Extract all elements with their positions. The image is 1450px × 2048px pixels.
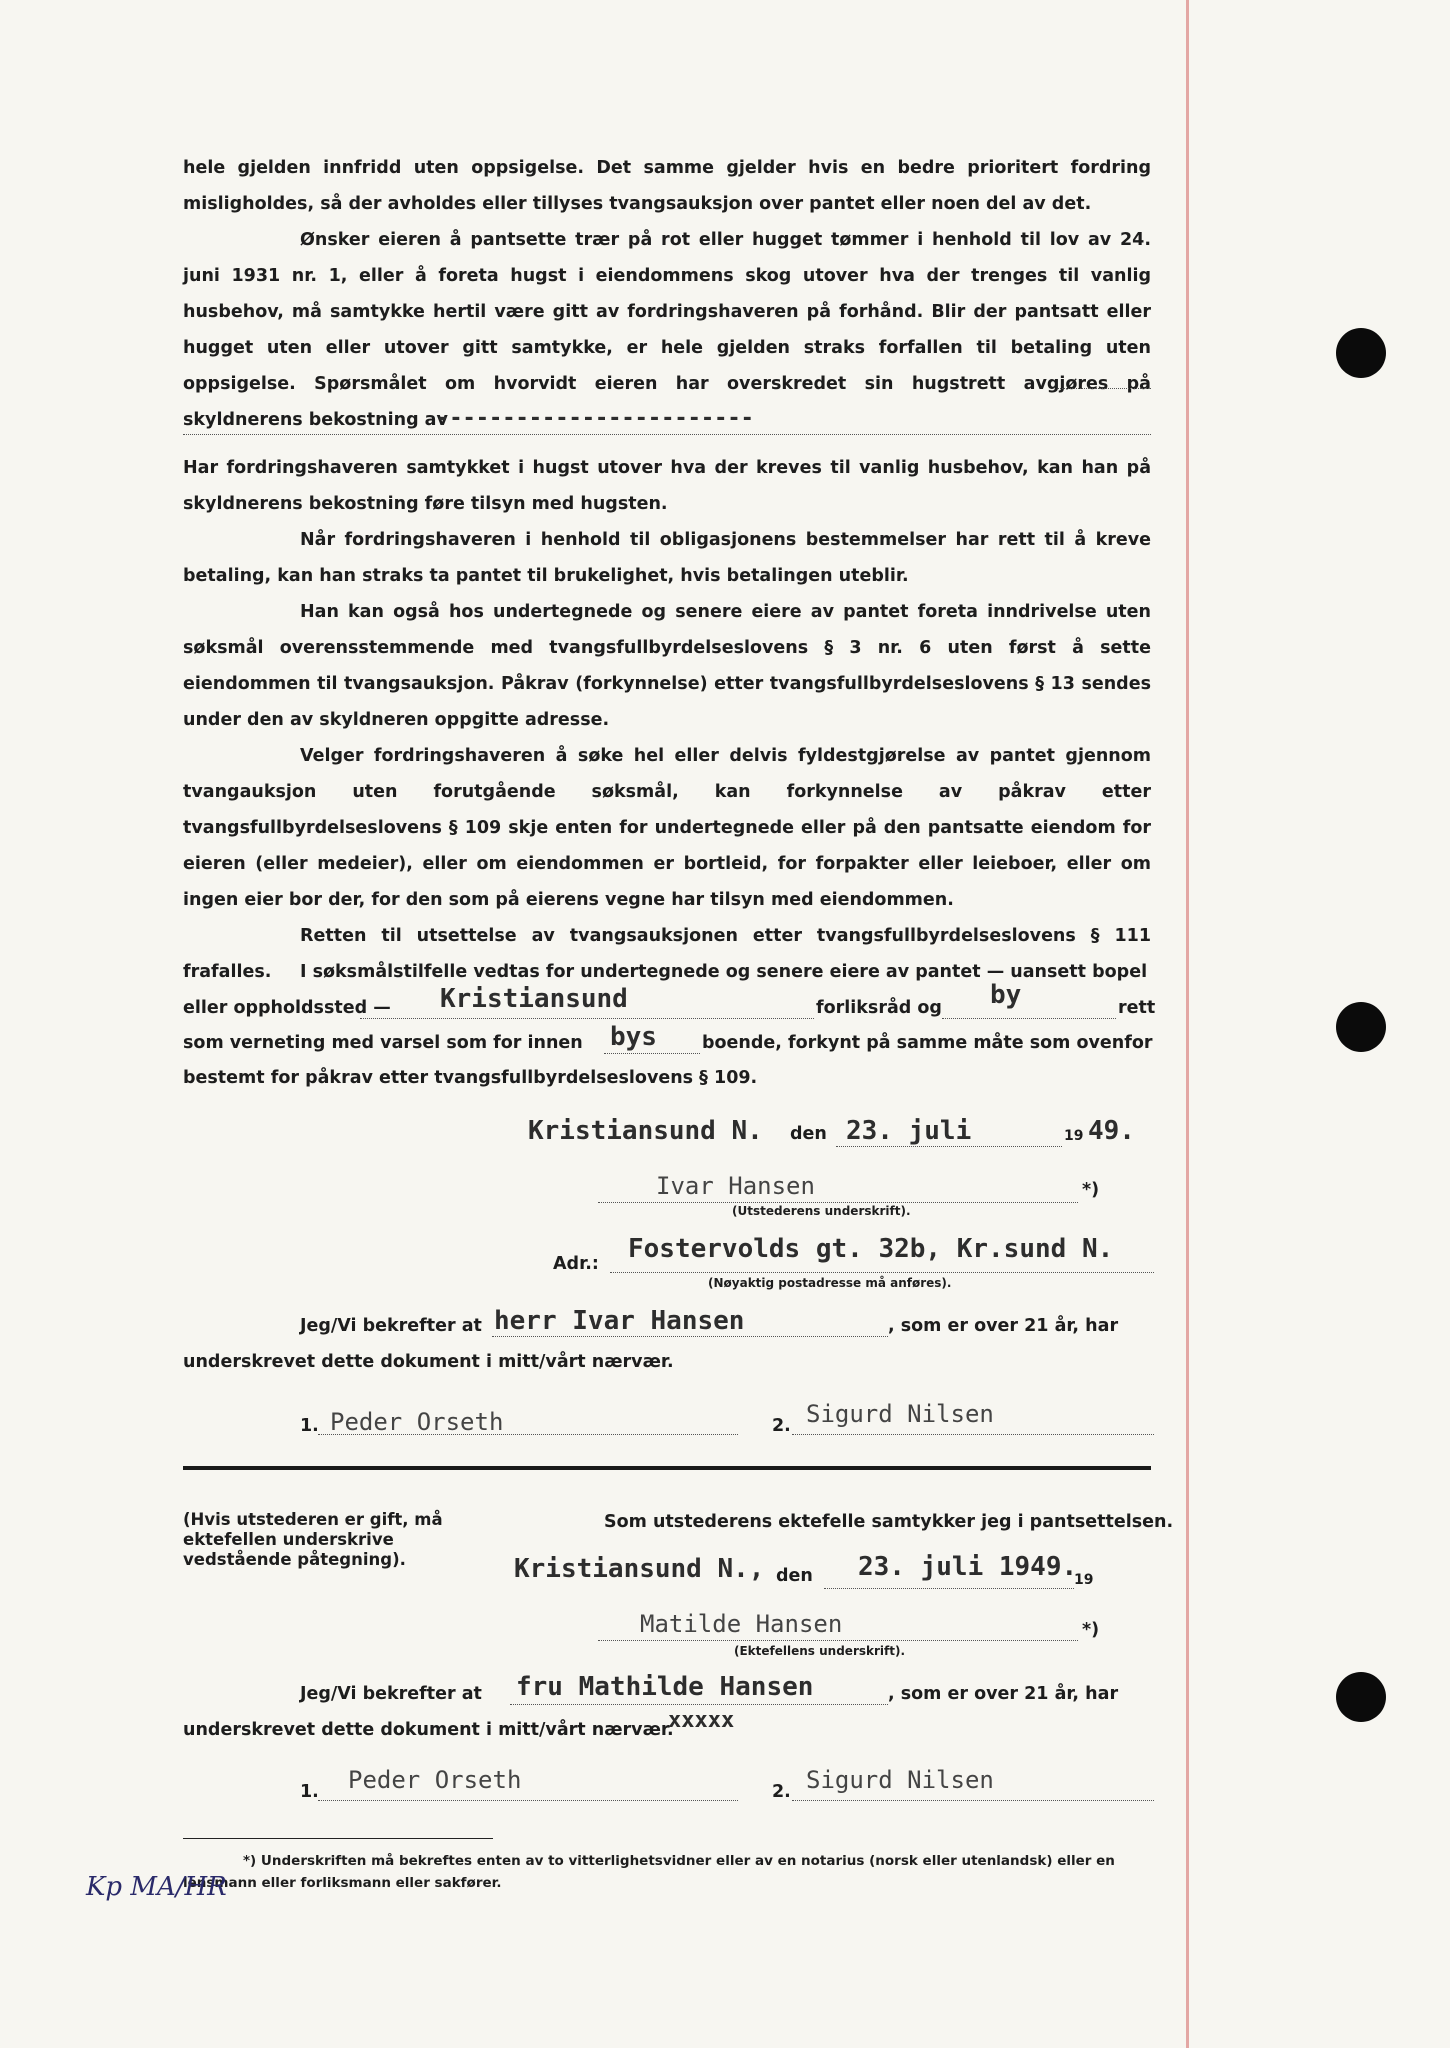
confirm-tail: , som er over 21 år, har bbox=[888, 1684, 1119, 1704]
witness-1-signature: Peder Orseth bbox=[330, 1408, 504, 1436]
signature-mark: *) bbox=[1082, 1180, 1100, 1200]
fill-line bbox=[183, 434, 1151, 435]
paragraph: Når fordringshaveren i henhold til obligasjonens bestemmelser har rett til å kreve betaling, kan han straks ta pantet til brukelighet, hvis betalingen uteblir. bbox=[183, 530, 1151, 586]
margin-note: Kp MA/HR bbox=[86, 1872, 227, 1902]
paragraph: Velger fordringshaveren å søke hel eller delvis fyldestgjørelse av pantet gjennom tvangauksjon uten forutgående søksmål, kan forkynnelse av påkrav etter tvangsfullbyrdelseslovens § 109 skje enten for undertegnede eller på den pantsatte eiendom for eieren (eller medeier), eller om eiendommen er bortleid, for forpakter eller leieboer, eller om ingen eier bor der, for den som på eierens vegne har tilsyn med eiendommen. bbox=[183, 746, 1151, 910]
venue-intro: I søksmålstilfelle vedtas for undertegnede og senere eiere av pantet — uansett bopel bbox=[300, 962, 1148, 982]
court-type: by bbox=[990, 980, 1022, 1010]
fill-line bbox=[942, 1018, 1116, 1019]
fill-line bbox=[604, 1053, 700, 1054]
witness-number: 1. bbox=[300, 1782, 319, 1802]
address-caption: (Nøyaktig postadresse må anføres). bbox=[708, 1276, 952, 1290]
signature-mark: *) bbox=[1082, 1620, 1100, 1640]
spouse-date: 23. juli 1949. bbox=[858, 1552, 1078, 1582]
issuer-signature: Ivar Hansen bbox=[656, 1172, 815, 1200]
address-line bbox=[610, 1272, 1154, 1273]
confirm-lead: Jeg/Vi bekrefter at bbox=[300, 1316, 482, 1336]
witness-number: 2. bbox=[772, 1782, 791, 1802]
witness-number: 1. bbox=[300, 1416, 319, 1436]
signature-caption: (Ektefellens underskrift). bbox=[734, 1644, 906, 1658]
spouse-signature: Matilde Hansen bbox=[640, 1610, 843, 1638]
century-label: 19 bbox=[1074, 1572, 1094, 1588]
punch-hole bbox=[1336, 1002, 1386, 1052]
witness-2-signature: Sigurd Nilsen bbox=[806, 1766, 994, 1794]
address-label: Adr.: bbox=[553, 1254, 599, 1274]
venue-scope: bys bbox=[610, 1022, 657, 1052]
paragraph: Har fordringshaveren samtykket i hugst utover hva der kreves til vanlig husbehov, kan han på skyldnerens bekostning føre tilsyn med hugsten. bbox=[183, 458, 1151, 514]
confirmed-person: herr Ivar Hansen bbox=[494, 1306, 745, 1336]
venue-lead: eller oppholdssted — bbox=[183, 998, 391, 1018]
struck-text: xxxxx bbox=[668, 1708, 735, 1733]
venue-last: bestemt for påkrav etter tvangsfullbyrdelseslovens § 109. bbox=[183, 1068, 758, 1088]
issue-date: 23. juli bbox=[846, 1116, 972, 1146]
spouse-note: (Hvis utstederen er gift, må ektefellen underskrive vedstående påtegning). bbox=[183, 1510, 443, 1569]
spouse-consent: Som utstederens ektefelle samtykker jeg i pantsettelsen. bbox=[604, 1512, 1174, 1532]
paragraph: Han kan også hos undertegnede og senere eiere av pantet foreta inndrivelse uten søksmål overensstemmende med tvangsfullbyrdelseslovens § 3 nr. 6 uten først å sette eiendommen til tvangsauksjon. Påkrav (forkynnelse) etter tvangsfullbyrdelseslovens § 13 sendes under den av skyldneren oppgitte adresse. bbox=[183, 602, 1151, 730]
footnote-rule bbox=[183, 1838, 493, 1839]
century-label: 19 bbox=[1064, 1128, 1084, 1144]
fill-line bbox=[1058, 388, 1151, 389]
venue-lead2: som verneting med varsel som for innen bbox=[183, 1033, 583, 1053]
den-label: den bbox=[790, 1124, 827, 1144]
witness-1-signature: Peder Orseth bbox=[348, 1766, 522, 1794]
punch-hole bbox=[1336, 328, 1386, 378]
punch-hole bbox=[1336, 1672, 1386, 1722]
signature-line bbox=[598, 1640, 1078, 1641]
issue-year: 49. bbox=[1088, 1116, 1135, 1146]
confirm-line2: underskrevet dette dokument i mitt/vårt nærvær. bbox=[183, 1720, 674, 1740]
den-label: den bbox=[776, 1566, 813, 1586]
paragraph: hele gjelden innfridd uten oppsigelse. Det samme gjelder hvis en bedre prioritert fordring misligholdes, så der avholdes eller tillyses tvangsauksjon over pantet eller noen del av det. bbox=[183, 158, 1151, 214]
footnote: *) Underskriften må bekreftes enten av to vitterlighetsvidner eller av en notarius (norsk eller utenlandsk) eller en lensmann eller forliksmann eller sakfører. bbox=[183, 1853, 1115, 1891]
fill-line bbox=[360, 1018, 814, 1019]
spouse-place: Kristiansund N., bbox=[514, 1554, 765, 1584]
paragraph: Ønsker eieren å pantsette trær på rot eller hugget tømmer i henhold til lov av 24. juni 1931 nr. 1, eller å foreta hugst i eiendommens skog utover hva der trenges til vanlig husbehov, må samtykke hertil være gitt av fordringshaveren på forhånd. Blir der pantsatt eller hugget uten eller utover gitt samtykke, er hele gjelden straks forfallen til betaling uten oppsigelse. Spørsmålet om hvorvidt eieren har overskredet sin hugstrett avgjøres på skyldnerens bekostning av bbox=[183, 230, 1151, 430]
signature-caption: (Utstederens underskrift). bbox=[732, 1204, 911, 1218]
witness-line bbox=[792, 1800, 1154, 1801]
witness-2-signature: Sigurd Nilsen bbox=[806, 1400, 994, 1428]
confirmed-person: fru Mathilde Hansen bbox=[516, 1672, 814, 1702]
issuer-address: Fostervolds gt. 32b, Kr.sund N. bbox=[628, 1234, 1114, 1264]
issue-place: Kristiansund N. bbox=[528, 1116, 763, 1146]
venue-tail2: boende, forkynt på samme måte som ovenfor bbox=[702, 1033, 1153, 1053]
witness-line bbox=[318, 1800, 738, 1801]
fill-line bbox=[492, 1336, 888, 1337]
paragraph: Retten til utsettelse av tvangsauksjonen etter tvangsfullbyrdelseslovens § 111 frafalles. bbox=[183, 926, 1151, 982]
venue-mid: forliksråd og bbox=[816, 998, 942, 1018]
fill-line bbox=[510, 1704, 888, 1705]
witness-line bbox=[318, 1434, 738, 1435]
witness-line bbox=[792, 1434, 1154, 1435]
fill-line bbox=[824, 1588, 1074, 1589]
margin-rule bbox=[1186, 0, 1189, 2048]
confirm-line2: underskrevet dette dokument i mitt/vårt nærvær. bbox=[183, 1352, 674, 1372]
court-place: Kristiansund bbox=[440, 984, 628, 1014]
signature-line bbox=[598, 1202, 1078, 1203]
fill-line bbox=[836, 1146, 1062, 1147]
confirm-lead: Jeg/Vi bekrefter at bbox=[300, 1684, 482, 1704]
witness-number: 2. bbox=[772, 1416, 791, 1436]
confirm-tail: , som er over 21 år, har bbox=[888, 1316, 1119, 1336]
typed-dashes: ------------------------ bbox=[436, 406, 754, 431]
section-divider bbox=[183, 1466, 1151, 1470]
venue-tail: rett bbox=[1118, 998, 1156, 1018]
